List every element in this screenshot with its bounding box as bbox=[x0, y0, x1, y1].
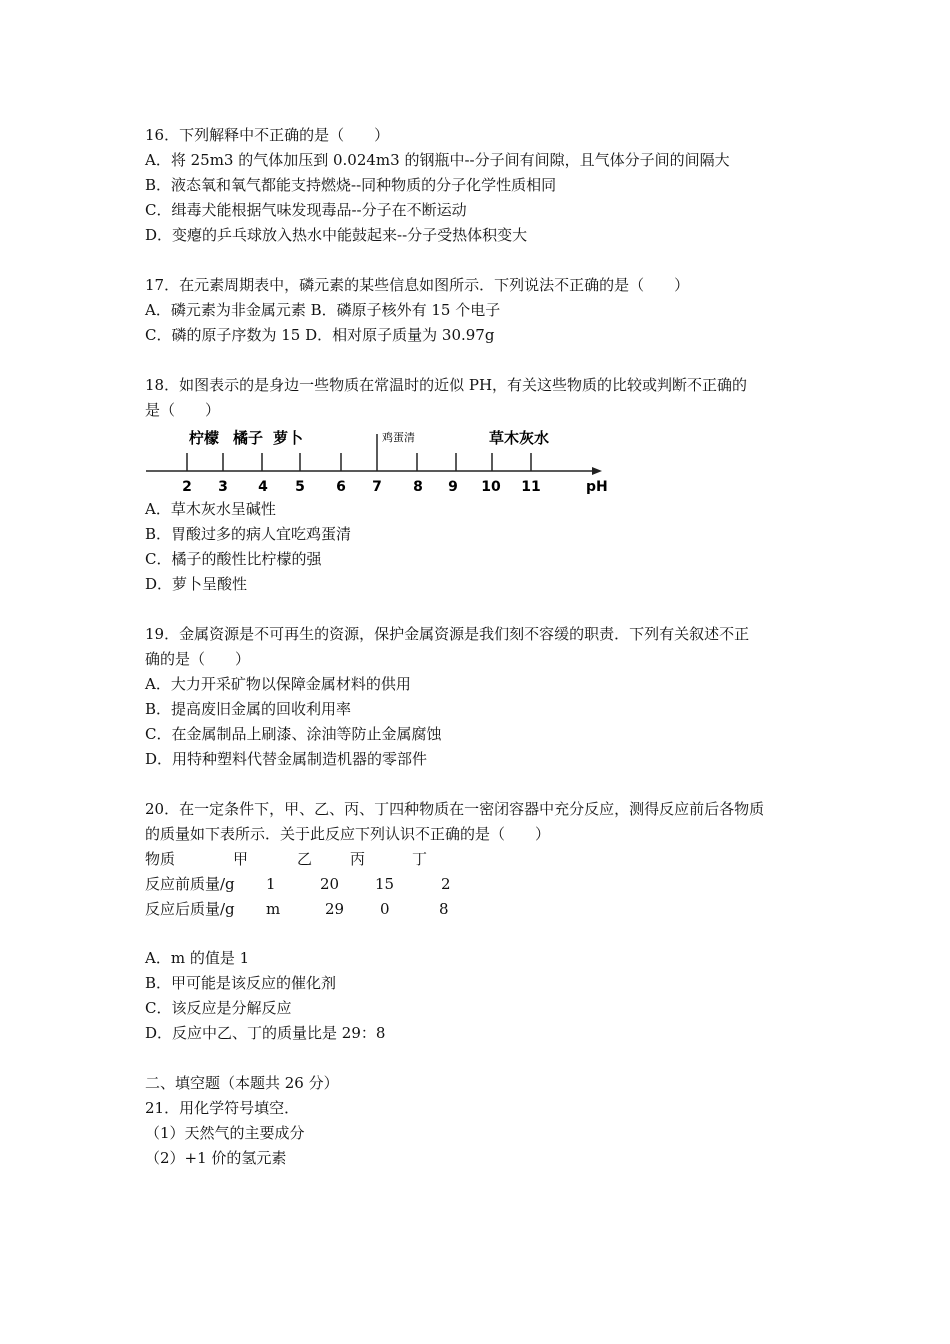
ph-scale-figure bbox=[140, 424, 610, 498]
q18-option-d: D．萝卜呈酸性 bbox=[145, 575, 248, 593]
table-header-cell: 乙 bbox=[297, 850, 313, 868]
tick-label-11: 11 bbox=[521, 479, 541, 495]
tick-label-5: 5 bbox=[295, 479, 305, 495]
label-ash-water: 草木灰水 bbox=[489, 429, 550, 447]
q19-stem-line2: 确的是（ ） bbox=[145, 650, 251, 668]
table-header-cell: 物质 bbox=[145, 850, 176, 868]
table-cell: 29 bbox=[325, 900, 345, 918]
q19-option-a: A．大力开采矿物以保障金属材料的供用 bbox=[145, 675, 411, 693]
q20-stem-line1: 20．在一定条件下，甲、乙、丙、丁四种物质在一密闭容器中充分反应，测得反应前后各物质 bbox=[145, 800, 765, 818]
label-orange: 橘子 bbox=[233, 429, 264, 447]
q18-stem-line2: 是（ ） bbox=[145, 401, 221, 419]
ph-axis-label: pH bbox=[586, 479, 608, 495]
table-cell: 0 bbox=[380, 900, 390, 918]
table-cell: 1 bbox=[266, 875, 276, 893]
tick-label-9: 9 bbox=[448, 479, 458, 495]
table-header-cell: 丁 bbox=[412, 850, 428, 868]
q19-option-b: B．提高废旧金属的回收利用率 bbox=[145, 700, 352, 718]
q18-option-b: B．胃酸过多的病人宜吃鸡蛋清 bbox=[145, 525, 352, 543]
q17-options-ab: A．磷元素为非金属元素 B．磷原子核外有 15 个电子 bbox=[145, 301, 501, 319]
tick-label-10: 10 bbox=[481, 479, 501, 495]
q17-options-cd: C．磷的原子序数为 15 D．相对原子质量为 30.97g bbox=[145, 326, 495, 344]
table-header-cell: 甲 bbox=[233, 850, 249, 868]
q19-option-d: D．用特种塑料代替金属制造机器的零部件 bbox=[145, 750, 428, 768]
table-cell: 20 bbox=[320, 875, 340, 893]
tick-label-6: 6 bbox=[336, 479, 346, 495]
tick-label-3: 3 bbox=[218, 479, 228, 495]
ph-axis-arrow-icon bbox=[592, 467, 602, 475]
q19-option-c: C．在金属制品上刷漆、涂油等防止金属腐蚀 bbox=[145, 725, 442, 743]
q21-item-1: （1）天然气的主要成分 bbox=[145, 1124, 305, 1142]
q21-stem: 21．用化学符号填空． bbox=[145, 1099, 300, 1117]
q20-option-c: C．该反应是分解反应 bbox=[145, 999, 292, 1017]
label-radish: 萝卜 bbox=[273, 429, 304, 447]
tick-label-4: 4 bbox=[258, 479, 268, 495]
tick-label-7: 7 bbox=[372, 479, 382, 495]
table-cell: 8 bbox=[439, 900, 449, 918]
q19-stem-line1: 19．金属资源是不可再生的资源，保护金属资源是我们刻不容缓的职责．下列有关叙述不正 bbox=[145, 625, 750, 643]
q18-option-a: A．草木灰水呈碱性 bbox=[145, 500, 276, 518]
q16-option-d: D．变瘪的乒乓球放入热水中能鼓起来--分子受热体积变大 bbox=[145, 226, 528, 244]
table-cell: 2 bbox=[441, 875, 451, 893]
label-egg-white: 鸡蛋清 bbox=[382, 431, 415, 444]
table-header-cell: 丙 bbox=[350, 850, 366, 868]
table-cell: m bbox=[266, 900, 281, 918]
q20-stem-line2: 的质量如下表所示．关于此反应下列认识不正确的是（ ） bbox=[145, 825, 551, 843]
section-title: 二、填空题（本题共 26 分） bbox=[145, 1074, 339, 1092]
q16-option-c: C．缉毒犬能根据气味发现毒品--分子在不断运动 bbox=[145, 201, 467, 219]
q16-option-a: A．将 25m3 的气体加压到 0.024m3 的钢瓶中--分子间有间隙，且气体分子间的间隔大 bbox=[145, 151, 730, 169]
q20-option-b: B．甲可能是该反应的催化剂 bbox=[145, 974, 337, 992]
q16-stem: 16．下列解释中不正确的是（ ） bbox=[145, 126, 390, 144]
tick-label-2: 2 bbox=[182, 479, 192, 495]
q21-item-2: （2）+1 价的氢元素 bbox=[145, 1149, 287, 1167]
q18-stem-line1: 18．如图表示的是身边一些物质在常温时的近似 PH，有关这些物质的比较或判断不正确的 bbox=[145, 376, 748, 394]
q20-option-d: D．反应中乙、丁的质量比是 29：8 bbox=[145, 1024, 386, 1042]
q17-stem: 17．在元素周期表中，磷元素的某些信息如图所示．下列说法不正确的是（ ） bbox=[145, 276, 690, 294]
table-cell: 反应后质量/g bbox=[145, 900, 235, 918]
table-cell: 15 bbox=[375, 875, 395, 893]
q18-option-c: C．橘子的酸性比柠檬的强 bbox=[145, 550, 322, 568]
tick-label-8: 8 bbox=[413, 479, 423, 495]
table-cell: 反应前质量/g bbox=[145, 875, 235, 893]
label-lemon: 柠檬 bbox=[189, 429, 220, 447]
q20-option-a: A．m 的值是 1 bbox=[145, 949, 250, 967]
q16-option-b: B．液态氧和氧气都能支持燃烧--同种物质的分子化学性质相同 bbox=[145, 176, 557, 194]
